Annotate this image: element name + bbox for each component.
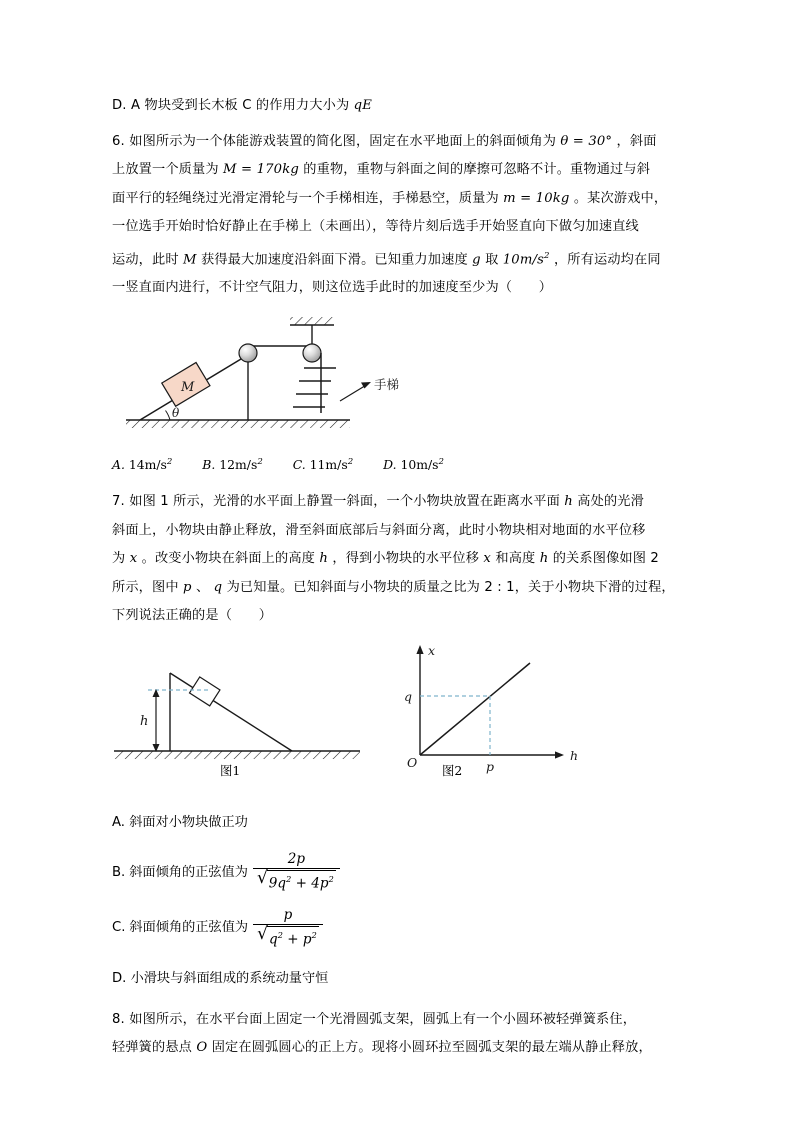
q7-option-a[interactable] <box>112 809 690 838</box>
q6-number: 6. <box>112 133 125 149</box>
q8-number: 8. <box>112 1011 125 1027</box>
sqrt-group <box>257 870 336 892</box>
q6-option-c-label: C. <box>292 457 306 473</box>
q6-options <box>112 457 690 472</box>
q7-line-3-head: 为 <box>112 551 126 567</box>
q6-M-symbol: M <box>183 251 197 267</box>
q6-figure-incline-pulley-ladder <box>118 313 458 445</box>
q6-mass-M-expr: M = 170kg <box>223 162 299 177</box>
incline <box>170 673 292 751</box>
q6-option-a[interactable] <box>112 457 172 472</box>
q7-number: 7. <box>112 494 125 510</box>
angle-theta-label: θ <box>172 405 180 420</box>
angle-theta-arc <box>166 410 171 420</box>
q6-line-5-head: 运动，此时 <box>112 251 179 267</box>
q7-option-c-label: C. <box>112 920 126 936</box>
q6-line-4 <box>112 213 690 242</box>
q7-line-4-head: 所示，图中 <box>112 579 179 595</box>
chart-data-line <box>420 663 530 755</box>
q7-figures <box>112 643 690 795</box>
q6-line-3 <box>112 185 690 214</box>
q6-g-symbol: g <box>472 251 481 267</box>
q6-line-5-tail2: 取 <box>485 251 499 267</box>
q6-line-2-tail: 的重物，重物与斜面之间的摩擦可忽略不计。重物通过与斜 <box>303 162 651 177</box>
chart-origin-label: O <box>407 754 418 770</box>
q7-line-3-mid3: 和高度 <box>495 551 536 567</box>
q7-x-symbol-1: x <box>129 551 138 567</box>
q6-option-d[interactable] <box>383 457 444 472</box>
q6-g-value-exponent: 2 <box>544 250 550 261</box>
question-6 <box>112 128 690 473</box>
q7-line-4 <box>112 574 690 603</box>
q7-option-b-denominator <box>253 869 340 892</box>
q7-line-1-text: 如图 1 所示，光滑的水平面上静置一斜面，一个小物块放置在距离水平面 <box>129 494 560 510</box>
ground <box>114 751 360 759</box>
q6-line-2-text: 上放置一个质量为 <box>112 162 219 177</box>
q8-line-2 <box>112 1034 690 1063</box>
q6-option-d-value: 10m/s <box>400 457 439 473</box>
q6-option-c-value: 11m/s <box>309 457 348 473</box>
q7-figure2-caption: 图2 <box>442 762 463 778</box>
chart-y-axis <box>416 645 423 755</box>
q7-line-4-tail: 为已知量。已知斜面与小物块的质量之比为 2 : 1，关于小物块下滑的过程， <box>226 579 675 595</box>
q7-line-2 <box>112 517 690 546</box>
q8-line-1-text: 如图所示，在水平台面上固定一个光滑圆弧支架，圆弧上有一个小圆环被轻弹簧系住， <box>129 1011 637 1027</box>
sqrt-group <box>257 923 319 948</box>
q7-option-b-text: 斜面倾角的正弦值为 <box>129 864 248 880</box>
q7-option-c-denominator <box>253 925 323 948</box>
q6-theta-expr: θ = 30° <box>560 133 613 149</box>
q6-option-b-exp: 2 <box>257 456 263 467</box>
ceiling-mount <box>290 317 334 346</box>
q6-option-d-label: D. <box>383 457 397 473</box>
radical-sign: √ <box>257 923 268 944</box>
q7-line-5 <box>112 602 690 631</box>
carryover-option-text: A 物块受到长木板 C 的作用力大小为 <box>131 98 350 113</box>
block-M-label: M <box>181 379 195 395</box>
pulley-incline <box>239 344 257 362</box>
q7-line-4-mid: 、 <box>195 579 210 595</box>
q6-option-a-value: 14m/s <box>128 457 167 473</box>
q7-option-a-label: A. <box>112 814 125 830</box>
q6-line-5-tail3: ，所有运动均在同 <box>553 251 661 267</box>
q7-line-5-text: 下列说法正确的是（ ） <box>112 608 273 624</box>
q6-line-3-tail: 。某次游戏中， <box>573 190 668 206</box>
pulley-ceiling <box>303 344 321 362</box>
q7-option-d[interactable] <box>112 965 690 994</box>
q7-option-c-text: 斜面倾角的正弦值为 <box>129 920 249 936</box>
q7-option-c[interactable] <box>112 906 690 949</box>
q7-line-1-tail: 高处的光滑 <box>577 494 644 510</box>
q7-option-c-numerator: p <box>283 906 293 923</box>
q6-option-a-exp: 2 <box>166 456 173 467</box>
chart-x-tick-label-p: p <box>486 758 495 774</box>
q6-line-4-text: 一位选手开始时恰好静止在手梯上（未画出），等待片刻后选手开始竖直向下做匀加速直线 <box>112 219 639 234</box>
q8-line-1 <box>112 1006 690 1035</box>
q6-line-1-tail: ，斜面 <box>616 133 657 149</box>
q7-h-symbol-1: h <box>564 494 573 510</box>
carryover-option-symbol: qE <box>353 98 372 113</box>
q7-figure1-svg <box>112 643 377 783</box>
chart-y-axis-label: x <box>428 642 436 658</box>
q6-line-3-text: 面平行的轻绳绕过光滑定滑轮与一个手梯相连，手梯悬空，质量为 <box>112 190 499 206</box>
q6-line-5 <box>112 242 690 275</box>
radical-sign: √ <box>256 868 268 889</box>
q6-line-1-text: 如图所示为一个体能游戏装置的简化图，固定在水平地面上的斜面倾角为 <box>129 133 557 149</box>
page-content <box>112 92 690 1063</box>
q6-option-a-label: A. <box>112 457 125 473</box>
height-label-h: h <box>140 713 149 729</box>
q7-option-b-numerator: 2p <box>287 851 306 868</box>
q7-line-1 <box>112 488 690 517</box>
q8-line-2-tail: 固定在圆弧圆心的正上方。现将小圆环拉至圆弧支架的最左端从静止释放， <box>211 1040 652 1056</box>
q7-option-b-fraction <box>253 852 340 892</box>
q8-line-2-head: 轻弹簧的悬点 <box>112 1040 193 1056</box>
q7-option-d-label: D. <box>112 971 127 987</box>
q7-figure2-svg <box>390 637 605 777</box>
q7-option-b[interactable] <box>112 853 690 893</box>
q7-line-3-tail: 的关系图像如图 2 <box>552 551 659 567</box>
ladder-label: 手梯 <box>374 376 400 392</box>
q6-line-1 <box>112 128 690 157</box>
ground <box>126 420 350 428</box>
q6-line-6-text: 一竖直面内进行，不计空气阻力，则这位选手此时的加速度至少为（ ） <box>112 280 553 296</box>
q7-line-3-mid2: ，得到小物块的水平位移 <box>332 551 480 567</box>
q6-figure-svg <box>118 313 458 445</box>
q8-O-symbol: O <box>196 1040 208 1056</box>
q7-figure1-caption: 图1 <box>220 762 241 778</box>
ladder <box>293 368 336 407</box>
q7-line-3-mid: 。改变小物块在斜面上的高度 <box>141 551 316 567</box>
q7-option-b-label: B. <box>112 864 126 880</box>
q7-option-d-text: 小滑块与斜面组成的系统动量守恒 <box>130 971 329 987</box>
q6-option-c[interactable] <box>293 457 353 472</box>
question-8 <box>112 1006 690 1063</box>
carryover-option-d <box>112 92 690 121</box>
q6-line-5-mid: 获得最大加速度沿斜面下滑。已知重力加速度 <box>201 251 468 267</box>
q6-g-value: 10m/s <box>502 251 544 267</box>
q6-option-b[interactable] <box>202 457 263 472</box>
q7-line-2-text: 斜面上，小物块由静止释放，滑至斜面底部后与斜面分离，此时小物块相对地面的水平位移 <box>112 522 646 538</box>
q7-line-3 <box>112 545 690 574</box>
ladder-pointer-arrow <box>340 382 371 401</box>
q6-line-2 <box>112 156 690 185</box>
q7-option-b-radicand: $9q^2 + 4p^2$ <box>267 870 336 892</box>
q6-line-6 <box>112 274 690 303</box>
chart-x-axis-label: h <box>570 747 579 763</box>
q6-option-b-value: 12m/s <box>219 457 258 473</box>
q7-q-symbol: q <box>213 579 223 595</box>
q6-mass-m-expr: m = 10kg <box>503 190 570 206</box>
q7-x-symbol-2: x <box>483 551 492 567</box>
q7-option-c-radicand: $q^2 + p^2$ <box>267 926 319 948</box>
height-arrow <box>153 689 160 752</box>
q7-option-a-text: 斜面对小物块做正功 <box>129 814 248 830</box>
q6-option-b-label: B. <box>202 457 216 473</box>
question-7 <box>112 488 690 994</box>
q7-h-symbol-2: h <box>319 551 329 567</box>
chart-x-axis <box>420 751 564 758</box>
q7-p-symbol: p <box>183 579 192 595</box>
chart-y-tick-label-q: q <box>404 688 413 704</box>
carryover-option-label: D. <box>112 98 127 113</box>
q6-option-c-exp: 2 <box>347 456 354 467</box>
q6-option-d-exp: 2 <box>438 456 445 467</box>
q7-h-symbol-3: h <box>539 551 549 567</box>
q7-option-c-fraction <box>253 908 323 948</box>
